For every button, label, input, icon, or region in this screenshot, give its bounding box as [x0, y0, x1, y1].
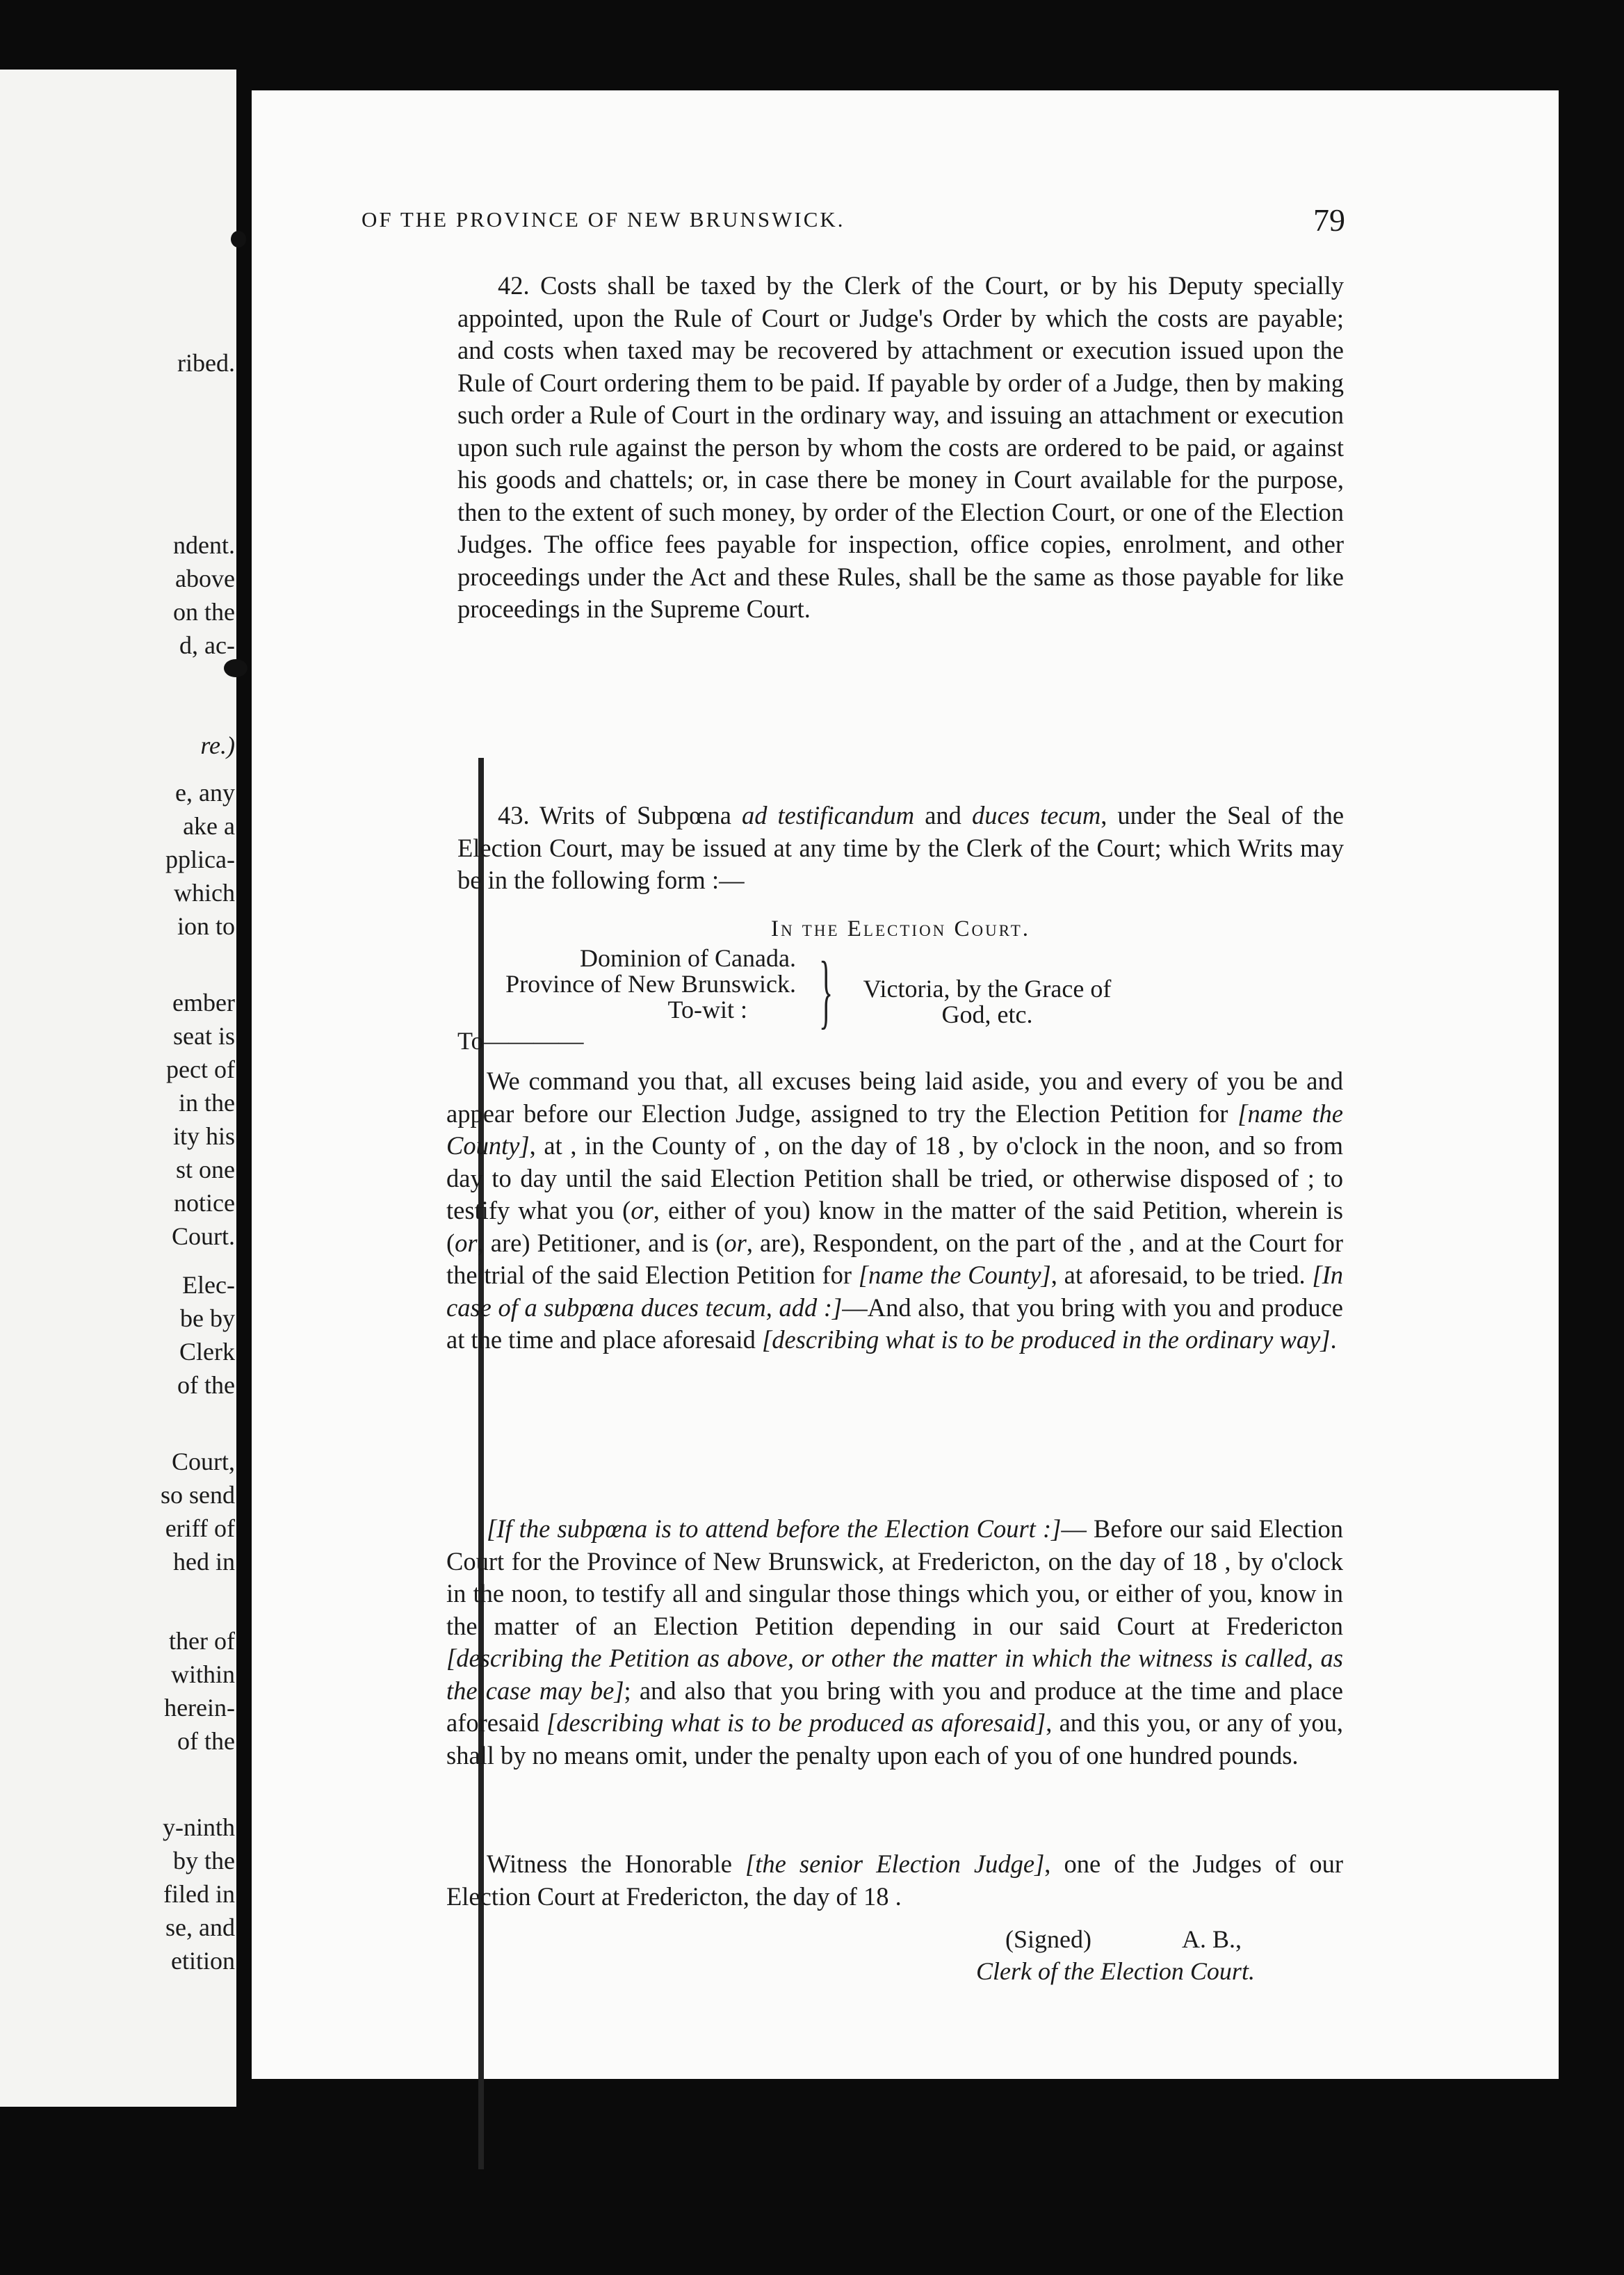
margin-fragment: ake a — [183, 812, 235, 840]
margin-fragment: pect of — [166, 1055, 235, 1083]
writ-command-text: We command you that, all excuses being laid aside, you and every of you be and appear before our Election Judge, assigned to try the Election Petition for [name the County], at , in the County of , on the day of 18 , by o'clock in the noon, and so from day to day until the said Election Petition shall be tried, or otherwise disposed of ; to testify what you (or, either of you) know in the matter of the said Petition, wherein is (or, are) Petitioner, and is (or, are), Respondent, on the part of the , and at the Court for the trial of the said Election Petition for [name the County], at aforesaid, to be tried. [In case of a subpœna duces tecum, add :]—And also, that you bring with you and produce at the time and place aforesaid [describing what is to be produced in the ordinary way]. — [446, 1067, 1343, 1354]
margin-fragment: so send — [161, 1481, 235, 1509]
margin-fragment: hed in — [173, 1548, 235, 1576]
royal-style — [834, 976, 1140, 1028]
margin-fragment: ity his — [172, 1122, 235, 1150]
rule-42 — [457, 270, 1344, 626]
writ-command — [446, 1065, 1343, 1357]
margin-fragment: y-ninth — [163, 1813, 235, 1841]
witness-clause-text: Witness the Honorable [the senior Election Judge], one of the Judges of our Election Court at Fredericton, the day of 18 . — [446, 1849, 1343, 1911]
margin-fragment: Court. — [171, 1222, 235, 1250]
margin-fragment: herein- — [164, 1694, 235, 1722]
margin-fragment: which — [174, 879, 235, 907]
margin-fragment: se, and — [165, 1913, 235, 1941]
margin-fragment: pplica- — [165, 845, 235, 873]
page-number: 79 — [1313, 202, 1345, 238]
margin-fragment: ribed. — [177, 349, 235, 377]
margin-fragment: re.) — [200, 731, 235, 759]
venue-caption — [455, 946, 796, 1023]
rule-43 — [457, 800, 1344, 897]
margin-fragment: on the — [173, 598, 235, 626]
margin-fragment: of the — [177, 1727, 235, 1755]
brace-symbol: } — [819, 944, 834, 1037]
style-line: Victoria, by the Grace of — [863, 975, 1112, 1003]
caption-line: To-wit : — [667, 996, 747, 1023]
caption-line: Province of New Brunswick. — [505, 970, 796, 998]
margin-fragment: filed in — [163, 1880, 235, 1908]
signed-label: (Signed) — [1005, 1925, 1091, 1953]
margin-fragment: Court, — [171, 1448, 235, 1475]
margin-fragment: by the — [173, 1847, 235, 1875]
margin-fragment: ther of — [169, 1627, 235, 1655]
rule-42-text: 42. Costs shall be taxed by the Clerk of the Court, or by his Deputy specially appointed, upon the Rule of Court or Judge's Order by which the costs are payable; and costs when taxed may be recovered by attachment or execution issued upon the Rule of Court ordering them to be paid. If payable by order of a Judge, then by making such order a Rule of Court in the ordinary way, and issuing an attachment or execution upon such rule against the person by whom the costs are ordered to be paid, or against his goods and chattels; or, in case there be money in Court available for the purpose, then to the extent of such money, by order of the Election Court, or one of the Election Judges. The office fees payable for inspection, office copies, enrolment, and other proceedings under the Act and these Rules, shall be the same as those payable for like proceedings in the Supreme Court. — [457, 271, 1344, 623]
previous-page-strip — [0, 70, 236, 2107]
rule-43-text: 43. Writs of Subpœna ad testificandum and duces tecum, under the Seal of the Election Court, may be issued at any time by the Clerk of the Court; which Writs may be in the following form :— — [457, 801, 1345, 894]
caption-line: Dominion of Canada. — [580, 944, 796, 972]
margin-fragment: above — [175, 565, 235, 592]
running-title: OF THE PROVINCE OF NEW BRUNSWICK. — [362, 207, 845, 232]
signer-title: Clerk of the Election Court. — [976, 1957, 1255, 1985]
margin-fragment: st one — [176, 1156, 235, 1183]
addressee-line: To———— — [457, 1027, 584, 1055]
margin-fragment: eriff of — [165, 1514, 235, 1542]
margin-fragment: etition — [171, 1947, 235, 1975]
election-court-variant-text: [If the subpœna is to attend before the Election Court :]— Before our said Election Court for the Province of New Brunswick, at Fredericton, on the day of 18 , by o'clock in the noon, to testify all and singular those things which you, or either of you, know in the matter of an Election Petition depending in our said Court at Fredericton [describing the Petition as above, or other the matter in which the witness is called, as the case may be]; and also that you bring with you and produce at the time and place aforesaid [describing what is to be produced as aforesaid], and this you, or any of you, shall by no means omit, under the penalty upon each of you of one hundred pounds. — [446, 1514, 1343, 1770]
margin-fragment: ion to — [177, 912, 235, 940]
witness-clause — [446, 1848, 1343, 1913]
signer-initials: A. B., — [1182, 1925, 1242, 1953]
style-line: God, etc. — [941, 1001, 1033, 1028]
margin-fragment: Clerk — [179, 1338, 235, 1366]
binding-hole — [231, 231, 246, 248]
margin-fragment: be by — [180, 1304, 235, 1332]
election-court-variant — [446, 1513, 1343, 1772]
margin-fragment: notice — [174, 1189, 235, 1217]
margin-fragment: ember — [172, 989, 235, 1017]
form-heading: In the Election Court. — [770, 916, 1031, 941]
margin-fragment: within — [170, 1660, 235, 1688]
margin-fragment: seat is — [173, 1022, 235, 1050]
margin-fragment: in the — [179, 1089, 235, 1117]
margin-fragment: e, any — [175, 779, 235, 807]
margin-fragment: of the — [177, 1371, 235, 1399]
binding-hole — [224, 659, 247, 677]
margin-fragment: ndent. — [173, 531, 235, 559]
margin-fragment: d, ac- — [179, 631, 235, 659]
margin-fragment: Elec- — [182, 1271, 235, 1299]
